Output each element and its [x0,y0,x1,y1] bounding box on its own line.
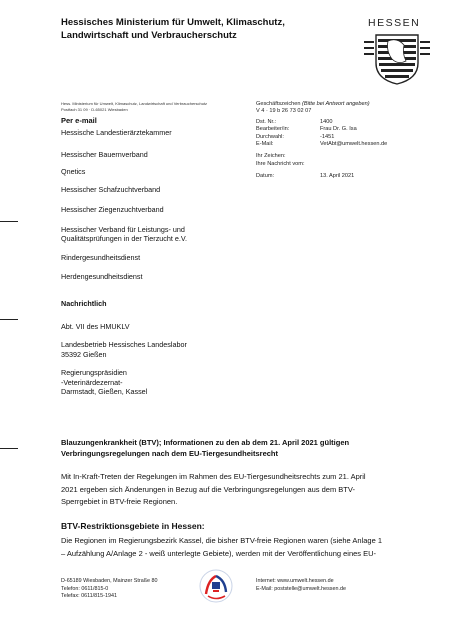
recipient-item: Hessischer Bauernverband [61,150,148,159]
meta-label: Durchwahl: [256,133,284,140]
nachrichtlich-item: Landesbetrieb Hessisches Landeslabor [61,340,187,349]
ministry-name-line: Landwirtschaft und Verbraucherschutz [61,30,237,41]
recipient-item: Hessische Landestierärztekammer [61,128,172,137]
footer-contact [256,578,346,593]
certification-logo-icon [198,568,234,604]
recipient-item: Hessischer Ziegenzuchtverband [61,205,164,214]
email-link[interactable]: E-Mail: poststelle@umwelt.hessen.de [256,585,346,592]
hessen-logo-word: HESSEN [368,17,421,29]
nachrichtlich-item: Abt. VII des HMUKLV [61,322,130,331]
datum-value: 13. April 2021 [320,173,355,180]
nachrichtlich-title: Nachrichtlich [61,299,107,308]
fold-mark [0,319,18,320]
footer-line: Telefon: 0611/815-0 [61,585,109,592]
reference-block [256,101,388,181]
body-line: Mit In-Kraft-Treten der Regelungen im Rahmen des EU-Tiergesundheitsrechts zum 21. April [61,472,366,481]
fold-mark [0,221,18,222]
body-line: 2021 ergeben sich Änderungen in Bezug auf die Verbringungsregelungen aus dem BTV- [61,484,355,494]
meta-label: Bearbeiter/in: [256,126,290,133]
section-paragraph [61,535,401,560]
aktenzeichen-note: (Bitte bei Antwort angeben) [302,101,370,107]
recipient-item: Herdengesundheitsdienst [61,272,143,281]
nachrichtlich-item: Regierungspräsidien [61,368,127,377]
meta-row [256,134,370,141]
datum-row [256,173,370,180]
nachrichtlich-item: Darmstadt, Gießen, Kassel [61,387,148,396]
email-link[interactable]: VetAbt@umwelt.hessen.de [320,140,388,147]
aktenzeichen-row [256,101,370,108]
ministry-name-line: Hessisches Ministerium für Umwelt, Klimaschutz, [61,17,285,28]
footer-line: Telefax: 0611/815-1941 [61,593,117,599]
nachrichtlich-item: 35392 Gießen [61,350,107,359]
body-line: Die Regionen im Regierungsbezirk Kassel, die bisher BTV-freie Regionen waren (siehe Anlage 1 [61,536,383,545]
meta-value: 1400 [320,118,333,125]
ministry-name [61,16,311,42]
section-title: BTV-Restriktionsgebiete in Hessen: [61,521,205,531]
website-link[interactable]: Internet: www.umwelt.hessen.de [256,578,334,584]
recipient-item: Hessischer Schafzuchtverband [61,185,161,194]
sender-line: Hess. Ministerium für Umwelt, Klimaschutz, Landwirtschaft und Verbraucherschutz [61,101,208,106]
sender-return-address [61,101,207,113]
subject-line: Blauzungenkrankheit (BTV); Informationen zu den ab dem 21. April 2021 gültigen [61,438,350,447]
meta-label: Dst. Nr.: [256,118,277,125]
recipient-item: Qnetics [61,167,86,176]
recipient-item: Rindergesundheitsdienst [61,253,141,262]
footer-line: D-65189 Wiesbaden, Mainzer Straße 80 [61,578,158,584]
fold-mark [0,448,18,449]
ihr-zeichen-label: Ihr Zeichen: [256,153,286,160]
meta-row [256,140,388,148]
recipient-item: Hessischer Verband für Leistungs- und [61,225,185,234]
footer-address [61,578,157,601]
nachrichtlich-item: -Veterinärdezernat- [61,378,123,387]
body-paragraph [61,471,401,509]
aktenzeichen-label: Geschäftszeichen [256,101,301,107]
hessen-lion-logo-icon [362,33,432,85]
meta-row [256,126,370,133]
datum-label: Datum: [256,173,275,180]
sender-line: Postfach 31 09 · D-65021 Wiesbaden [61,107,128,112]
meta-value: -1451 [320,133,335,140]
subject [61,437,401,459]
meta-row [256,119,370,126]
meta-label: E-Mail: [256,140,274,147]
body-line: – Aufzählung A/Anlage 2 - weiß unterlegte Gebiete), werden mit der Veröffentlichung eines EU- [61,548,377,558]
meta-value: Frau Dr. G. Isa [320,126,357,133]
ihre-nachricht-label: Ihre Nachricht vom: [256,160,305,167]
recipient-item: Qualitätsprüfungen in der Tierzucht e.V. [61,234,187,243]
subject-line: Verbringungsregelungen nach dem EU-Tiergesundheitsrecht [61,449,278,458]
body-line: Sperrgebiet in BTV-freie Regionen. [61,497,178,506]
per-email-label: Per e-mail [61,116,97,125]
aktenzeichen-value: V 4 · 19 b 26 73 02 07 [256,108,312,115]
